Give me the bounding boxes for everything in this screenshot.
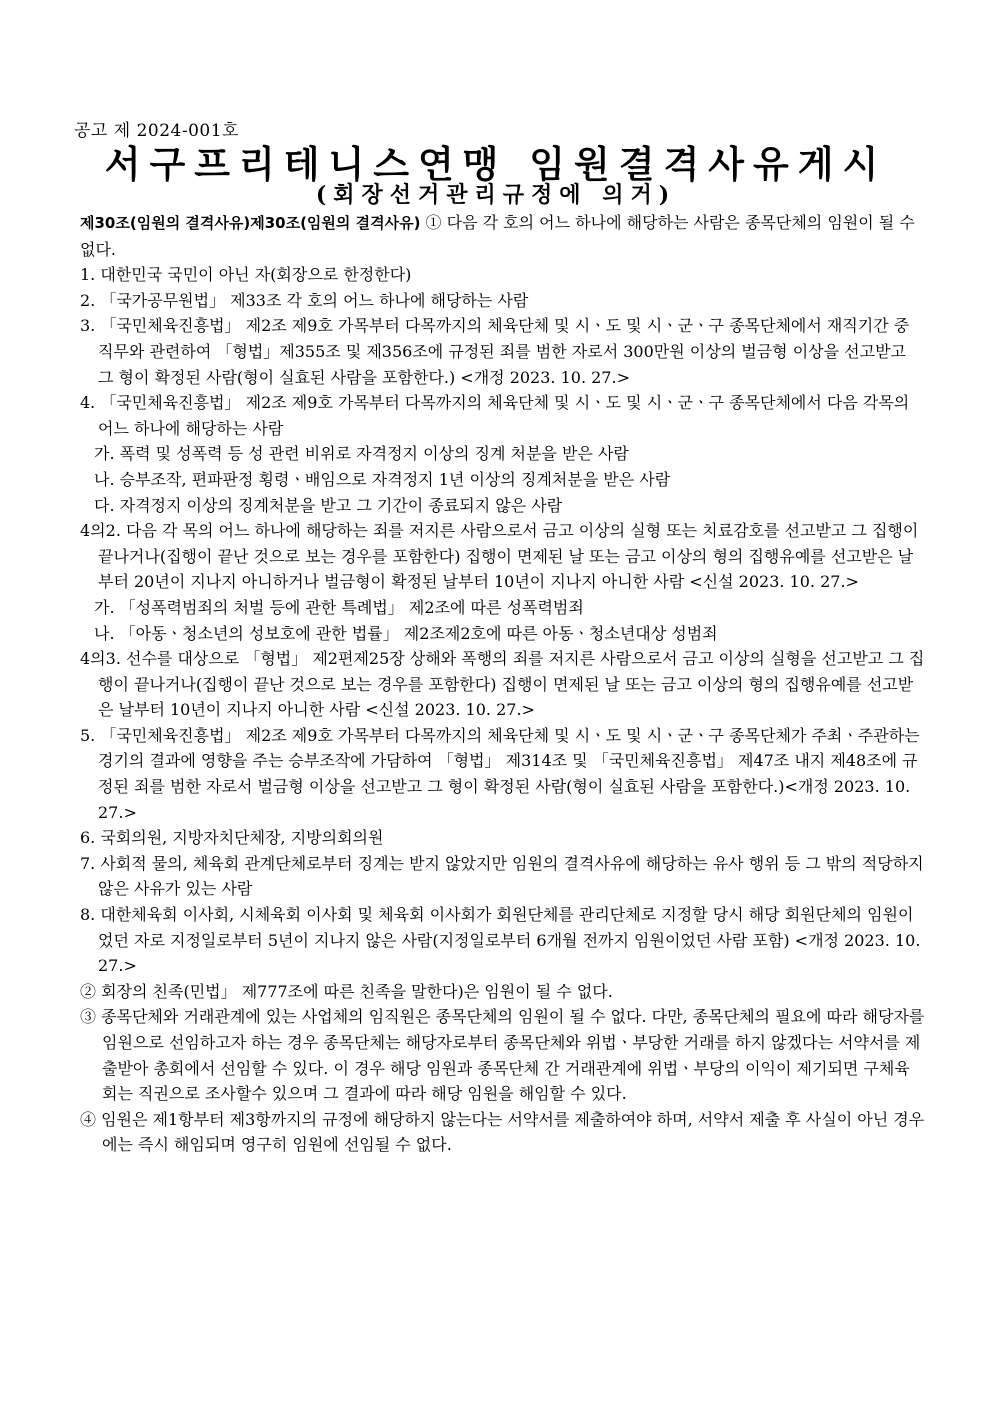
list-item: 4의2. 다음 각 목의 어느 하나에 해당하는 죄를 저지른 사람으로서 금고 이상의 실형 또는 치료감호를 선고받고 그 집행이 끝나거나(집행이 끝난 것으로 보는 경우를 포함한다) 집행이 면제된 날 또는 금고 이상의 형의 집행유예를 선고받은 날부터 20년이 지나지 아니하거나 벌금형이 확정된 날부터 10년이 지나지 아니한 사람 <신설 2023. 10. 27.>	[80, 521, 919, 592]
article-heading: 제30조(임원의 결격사유)제30조(임원의 결격사유)	[80, 214, 421, 232]
notice-number: 공고 제 2024-001호	[74, 121, 239, 141]
page-title: 서구프리테니스연맹 임원결격사유게시	[104, 142, 888, 186]
list-item: 1. 대한민국 국민이 아닌 자(회장으로 한정한다)	[80, 265, 412, 285]
list-item: 7. 사회적 물의, 체육회 관계단체로부터 징계는 받지 않았지만 임원의 결격사유에 해당하는 유사 행위 등 그 밖의 적당하지 않은 사유가 있는 사람	[80, 853, 924, 899]
sub-item: 가. 「성폭력범죄의 처벌 등에 관한 특례법」 제2조에 따른 성폭력범죄	[94, 597, 584, 617]
list-item: 6. 국회의원, 지방자치단체장, 지방의회의원	[80, 828, 384, 848]
sub-item: 나. 「아동ㆍ청소년의 성보호에 관한 법률」 제2조제2호에 따른 아동ㆍ청소년대상 성범죄	[94, 623, 718, 643]
sub-item: 가. 폭력 및 성폭력 등 성 관련 비위로 자격정지 이상의 징계 처분을 받은 사람	[94, 444, 629, 464]
list-item: 2. 「국가공무원법」 제33조 각 호의 어느 하나에 해당하는 사람	[80, 290, 529, 310]
paragraph-3: ③ 종목단체와 거래관계에 있는 사업체의 임직원은 종목단체의 임원이 될 수 없다. 다만, 종목단체의 필요에 따라 해당자를 임원으로 선임하고자 하는 경우 종목단체는 해당자로부터 종목단체와 위법ㆍ부당한 거래를 하지 않겠다는 서약서를 제출받아 총회에서 선임할 수 있다. 이 경우 해당 임원과 종목단체 간 거래관계에 위법ㆍ부당의 이익이 제기되면 구체육회는 직권으로 조사할수 있으며 그 결과에 따라 해당 임원을 해임할 수 있다.	[80, 1007, 925, 1104]
list-item: 3. 「국민체육진흥법」 제2조 제9호 가목부터 다목까지의 체육단체 및 시ㆍ도 및 시ㆍ군ㆍ구 종목단체에서 재직기간 중 직무와 관련하여 「형법」제355조 및 제356조에 규정된 죄를 범한 자로서 300만원 이상의 벌금형 이상을 선고받고 그 형이 확정된 사람(형이 실효된 사람을 포함한다.) <개정 2023. 10. 27.>	[80, 316, 910, 387]
article-body	[80, 210, 925, 1158]
sub-item: 다. 자격정지 이상의 징계처분을 받고 그 기간이 종료되지 않은 사람	[94, 495, 563, 515]
paragraph-4: ④ 임원은 제1항부터 제3항까지의 규정에 해당하지 않는다는 서약서를 제출하여야 하며, 서약서 제출 후 사실이 아닌 경우에는 즉시 해임되며 영구히 임원에 선임될 수 없다.	[80, 1109, 925, 1155]
list-item: 5. 「국민체육진흥법」 제2조 제9호 가목부터 다목까지의 체육단체 및 시ㆍ도 및 시ㆍ군ㆍ구 종목단체가 주최ㆍ주관하는 경기의 결과에 영향을 주는 승부조작에 가담하여 「형법」 제314조 및 「국민체육진흥법」 제47조 내지 제48조에 규정된 죄를 범한 자로서 벌금형 이상을 선고받고 그 형이 확정된 사람(형이 실효된 사람을 포함한다.)<개정 2023. 10. 27.>	[80, 725, 920, 822]
paragraph-2: ② 회장의 친족(민법」 제777조에 따른 친족을 말한다)은 임원이 될 수 없다.	[80, 981, 613, 1001]
sub-item: 나. 승부조작, 편파판정 횡령ㆍ배임으로 자격정지 1년 이상의 징계처분을 받은 사람	[94, 469, 671, 489]
list-item: 4. 「국민체육진흥법」 제2조 제9호 가목부터 다목까지의 체육단체 및 시ㆍ도 및 시ㆍ군ㆍ구 종목단체에서 다음 각목의 어느 하나에 해당하는 사람	[80, 393, 910, 438]
paragraph-1: ① 다음 각 호의 어느 하나에 해당하는 사람은 종목단체의 임원이 될 수 없다.	[80, 213, 915, 259]
list-item: 8. 대한체육회 이사회, 시체육회 이사회 및 체육회 이사회가 회원단체를 관리단체로 지정할 당시 해당 회원단체의 임원이었던 자로 지정일로부터 5년이 지나지 않은 사람(지정일로부터 6개월 전까지 임원이었던 사람 포함) <개정 2023. 10. 27.>	[80, 905, 921, 976]
article-intro	[80, 210, 925, 262]
page-subtitle: (회장선거관리규정에 의거)	[315, 182, 677, 208]
list-item: 4의3. 선수를 대상으로 「형법」 제2편제25장 상해와 폭행의 죄를 저지른 사람으로서 금고 이상의 실형을 선고받고 그 집행이 끝나거나(집행이 끝난 것으로 보는 경우를 포함한다) 집행이 면제된 날 또는 금고 이상의 형의 집행유예를 선고받은 날부터 10년이 지나지 아니한 사람 <신설 2023. 10. 27.>	[80, 649, 925, 720]
